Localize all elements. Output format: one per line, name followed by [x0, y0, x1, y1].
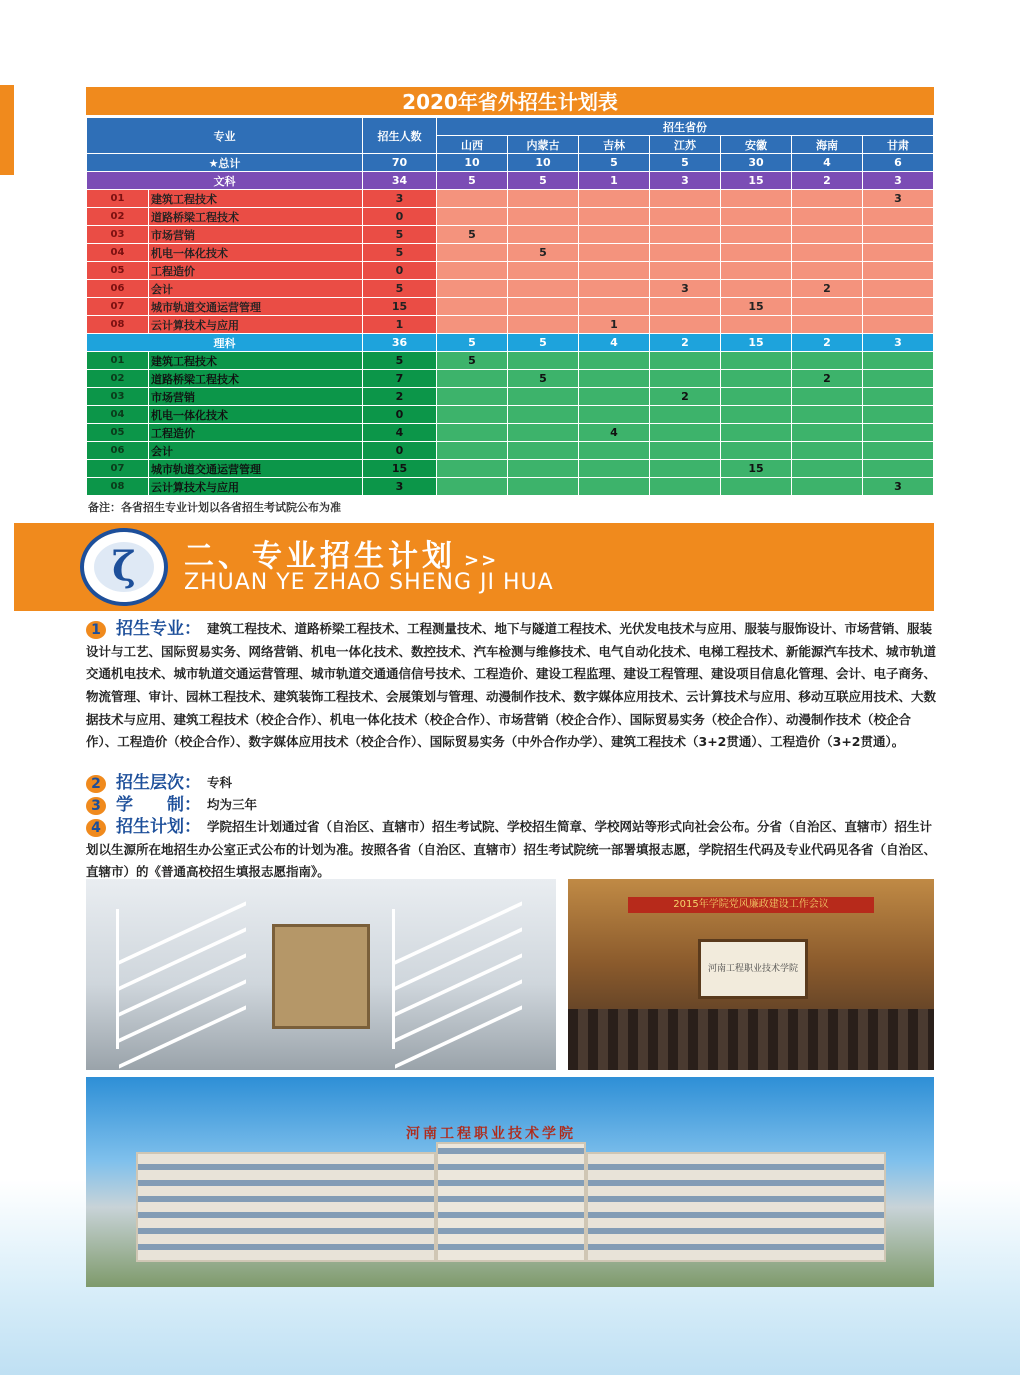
province-header: 甘肃: [863, 136, 934, 154]
province-value: [650, 226, 721, 244]
province-value: [437, 370, 508, 388]
major-name: 云计算技术与应用: [149, 316, 363, 334]
province-value: [721, 244, 792, 262]
province-value: [579, 280, 650, 298]
province-value: [650, 208, 721, 226]
province-value: [792, 298, 863, 316]
province-value: [508, 388, 579, 406]
enroll-count: 70: [363, 154, 437, 172]
province-value: 5: [508, 370, 579, 388]
li-major-row: [87, 442, 934, 460]
meeting-screen: 河南工程职业技术学院: [698, 939, 808, 999]
province-value: [508, 316, 579, 334]
table-title: 2020年省外招生计划表: [86, 87, 934, 117]
major-name: 城市轨道交通运营管理: [149, 460, 363, 478]
building-left-wing: [136, 1152, 436, 1262]
province-value: 6: [863, 154, 934, 172]
enroll-count: 5: [363, 226, 437, 244]
total-row: [87, 154, 934, 172]
major-code: 08: [87, 478, 149, 496]
province-value: [579, 244, 650, 262]
province-value: 3: [863, 478, 934, 496]
province-value: 5: [650, 154, 721, 172]
wen-major-row: [87, 208, 934, 226]
province-value: 15: [721, 334, 792, 352]
province-value: [437, 208, 508, 226]
li-major-row: [87, 424, 934, 442]
item-majors: [86, 618, 938, 754]
enroll-count: 5: [363, 244, 437, 262]
province-value: 4: [579, 424, 650, 442]
province-value: [863, 388, 934, 406]
major-code: 08: [87, 316, 149, 334]
staircase-right: [392, 909, 522, 1049]
major-name: 工程造价: [149, 262, 363, 280]
major-code: 06: [87, 442, 149, 460]
province-value: 4: [579, 334, 650, 352]
province-value: [579, 442, 650, 460]
province-value: [863, 298, 934, 316]
province-value: [792, 406, 863, 424]
province-value: 4: [792, 154, 863, 172]
province-value: 5: [508, 172, 579, 190]
wen-major-row: [87, 262, 934, 280]
wen-major-row: [87, 298, 934, 316]
province-value: [792, 316, 863, 334]
li-major-row: [87, 388, 934, 406]
province-value: [579, 262, 650, 280]
major-code: 03: [87, 226, 149, 244]
li-major-row: [87, 406, 934, 424]
province-value: 2: [792, 172, 863, 190]
province-value: [721, 316, 792, 334]
li-major-row: [87, 352, 934, 370]
province-value: [437, 190, 508, 208]
province-value: [650, 442, 721, 460]
meeting-banner: 2015年学院党风廉政建设工作会议: [628, 897, 874, 913]
major-code: 07: [87, 298, 149, 316]
province-value: [721, 424, 792, 442]
item-number-badge: 2: [86, 775, 106, 793]
province-value: 3: [863, 190, 934, 208]
province-value: [792, 478, 863, 496]
province-value: 2: [650, 388, 721, 406]
province-value: [508, 352, 579, 370]
province-value: 3: [863, 172, 934, 190]
item-label: 招生计划：: [116, 817, 201, 838]
province-value: [863, 460, 934, 478]
province-value: 15: [721, 172, 792, 190]
enroll-count: 15: [363, 298, 437, 316]
section-title: [184, 531, 498, 575]
province-value: 5: [437, 172, 508, 190]
major-name: 道路桥梁工程技术: [149, 208, 363, 226]
item-text: 学院招生计划通过省（自治区、直辖市）招生考试院、学校招生简章、学校网站等形式向社会公布。分省（自治区、直辖市）招生计划以生源所在地招生办公室正式公布的计划为准。按照各省（自治区、直辖市）招生考试院统一部署填报志愿，学院招生代码及专业代码见各省（自治区、直辖市）的《普通高校招生填报志愿指南》。: [86, 819, 937, 880]
enroll-count: 3: [363, 478, 437, 496]
province-value: [579, 460, 650, 478]
side-accent-bar: [0, 85, 14, 175]
province-header: 山西: [437, 136, 508, 154]
major-name: 市场营销: [149, 388, 363, 406]
wen-major-row: [87, 280, 934, 298]
item-label: 招生层次：: [116, 773, 201, 794]
province-value: [650, 460, 721, 478]
province-value: 5: [508, 334, 579, 352]
enroll-count: 2: [363, 388, 437, 406]
logo-emblem-icon: ζ: [94, 542, 154, 592]
province-value: [792, 262, 863, 280]
major-name: 工程造价: [149, 424, 363, 442]
province-value: [721, 190, 792, 208]
major-name: 道路桥梁工程技术: [149, 370, 363, 388]
enroll-count: 34: [363, 172, 437, 190]
college-logo: [80, 528, 168, 606]
province-value: [863, 352, 934, 370]
province-value: [579, 388, 650, 406]
section-arrow: >>: [464, 550, 499, 571]
wen-summary-row: [87, 172, 934, 190]
province-value: 3: [650, 280, 721, 298]
province-value: [650, 424, 721, 442]
province-value: [863, 262, 934, 280]
enroll-count: 1: [363, 316, 437, 334]
audience: [568, 1009, 934, 1070]
table-body: [87, 154, 934, 496]
major-name: 机电一体化技术: [149, 406, 363, 424]
province-value: [863, 208, 934, 226]
province-value: [792, 190, 863, 208]
enroll-count: 7: [363, 370, 437, 388]
enroll-count: 0: [363, 442, 437, 460]
item-number-badge: 4: [86, 819, 106, 837]
province-value: [721, 280, 792, 298]
province-value: [792, 388, 863, 406]
province-value: [437, 262, 508, 280]
province-value: [792, 460, 863, 478]
province-value: [650, 406, 721, 424]
province-value: [650, 352, 721, 370]
province-value: 2: [792, 280, 863, 298]
header-major: 专业: [87, 118, 363, 154]
wen-major-row: [87, 226, 934, 244]
province-value: [863, 244, 934, 262]
province-value: [863, 316, 934, 334]
row-label: 文科: [87, 172, 363, 190]
major-code: 06: [87, 280, 149, 298]
province-header: 内蒙古: [508, 136, 579, 154]
province-value: [437, 244, 508, 262]
major-name: 会计: [149, 280, 363, 298]
province-value: [863, 424, 934, 442]
province-value: [508, 190, 579, 208]
li-summary-row: [87, 334, 934, 352]
wall-relief: [272, 924, 370, 1029]
province-value: [579, 370, 650, 388]
major-code: 05: [87, 424, 149, 442]
province-value: 30: [721, 154, 792, 172]
atrium-photo: [86, 879, 556, 1070]
province-header: 江苏: [650, 136, 721, 154]
campus-photo: [86, 1077, 934, 1287]
province-value: [792, 244, 863, 262]
major-code: 01: [87, 190, 149, 208]
province-value: [508, 280, 579, 298]
province-value: [721, 406, 792, 424]
item-number-badge: 1: [86, 621, 106, 639]
major-code: 03: [87, 388, 149, 406]
item-plan: [86, 816, 938, 884]
province-value: [721, 370, 792, 388]
province-value: [579, 190, 650, 208]
province-value: [508, 406, 579, 424]
province-value: [863, 370, 934, 388]
province-header: 海南: [792, 136, 863, 154]
province-value: 5: [437, 334, 508, 352]
province-value: [579, 406, 650, 424]
province-value: [437, 460, 508, 478]
li-major-row: [87, 460, 934, 478]
province-value: 10: [508, 154, 579, 172]
province-value: [437, 316, 508, 334]
row-label: ★总计: [87, 154, 363, 172]
section-pinyin: ZHUAN YE ZHAO SHENG JI HUA: [184, 570, 554, 595]
campus-building-name: 河南工程职业技术学院: [406, 1126, 576, 1142]
enroll-count: 3: [363, 190, 437, 208]
building-center: [436, 1142, 586, 1262]
province-value: [579, 352, 650, 370]
major-name: 建筑工程技术: [149, 190, 363, 208]
item-duration: [86, 794, 938, 817]
province-value: [437, 442, 508, 460]
province-value: [650, 298, 721, 316]
province-value: [508, 298, 579, 316]
province-value: [437, 298, 508, 316]
province-value: [650, 244, 721, 262]
province-header: 安徽: [721, 136, 792, 154]
province-value: [863, 280, 934, 298]
meeting-photo: [568, 879, 934, 1070]
major-code: 07: [87, 460, 149, 478]
wen-major-row: [87, 316, 934, 334]
item-text: 均为三年: [207, 797, 258, 812]
province-value: [721, 226, 792, 244]
major-code: 02: [87, 370, 149, 388]
wen-major-row: [87, 190, 934, 208]
province-value: [721, 478, 792, 496]
province-value: [721, 352, 792, 370]
li-major-row: [87, 478, 934, 496]
province-value: [650, 478, 721, 496]
province-value: [792, 352, 863, 370]
enroll-count: 15: [363, 460, 437, 478]
province-value: 2: [792, 334, 863, 352]
table-note: 备注：各省招生专业计划以各省招生考试院公布为准: [88, 501, 341, 514]
province-value: [863, 406, 934, 424]
province-value: [792, 424, 863, 442]
major-code: 01: [87, 352, 149, 370]
province-value: 15: [721, 460, 792, 478]
enroll-count: 36: [363, 334, 437, 352]
province-value: [508, 442, 579, 460]
province-value: [579, 298, 650, 316]
province-value: [650, 316, 721, 334]
province-value: 5: [437, 352, 508, 370]
item-label: 招生专业：: [116, 619, 201, 640]
major-name: 建筑工程技术: [149, 352, 363, 370]
major-code: 02: [87, 208, 149, 226]
enrollment-table-block: [86, 87, 934, 496]
staircase-left: [116, 909, 246, 1049]
province-value: 3: [650, 172, 721, 190]
section-title-text: 二、专业招生计划: [184, 539, 456, 574]
province-value: [792, 442, 863, 460]
province-value: [650, 190, 721, 208]
major-name: 市场营销: [149, 226, 363, 244]
province-value: [721, 262, 792, 280]
province-value: [508, 460, 579, 478]
province-value: [650, 262, 721, 280]
province-value: [579, 478, 650, 496]
province-value: [508, 208, 579, 226]
major-name: 云计算技术与应用: [149, 478, 363, 496]
province-value: 1: [579, 172, 650, 190]
province-value: [508, 226, 579, 244]
major-name: 机电一体化技术: [149, 244, 363, 262]
province-value: 1: [579, 316, 650, 334]
enroll-count: 0: [363, 208, 437, 226]
province-value: [437, 280, 508, 298]
enroll-count: 5: [363, 352, 437, 370]
li-major-row: [87, 370, 934, 388]
enroll-count: 4: [363, 424, 437, 442]
province-value: [863, 442, 934, 460]
header-provinces-group: 招生省份: [437, 118, 934, 136]
province-value: [579, 208, 650, 226]
province-value: [437, 388, 508, 406]
province-value: [792, 208, 863, 226]
item-label: 学 制：: [116, 795, 201, 816]
province-value: [792, 226, 863, 244]
enroll-count: 0: [363, 262, 437, 280]
major-name: 城市轨道交通运营管理: [149, 298, 363, 316]
province-value: [437, 406, 508, 424]
province-value: [863, 226, 934, 244]
province-value: 5: [437, 226, 508, 244]
province-value: [650, 370, 721, 388]
province-value: 10: [437, 154, 508, 172]
province-value: [508, 424, 579, 442]
item-number-badge: 3: [86, 797, 106, 815]
major-code: 04: [87, 244, 149, 262]
enroll-count: 0: [363, 406, 437, 424]
province-value: 5: [579, 154, 650, 172]
enrollment-table: [86, 117, 934, 496]
major-code: 04: [87, 406, 149, 424]
province-value: 2: [650, 334, 721, 352]
province-header: 吉林: [579, 136, 650, 154]
province-value: [721, 208, 792, 226]
province-value: [721, 388, 792, 406]
row-label: 理科: [87, 334, 363, 352]
province-value: 2: [792, 370, 863, 388]
header-count: 招生人数: [363, 118, 437, 154]
province-value: [437, 478, 508, 496]
wen-major-row: [87, 244, 934, 262]
item-text: 建筑工程技术、道路桥梁工程技术、工程测量技术、地下与隧道工程技术、光伏发电技术与应用、服装与服饰设计、市场营销、服装设计与工艺、国际贸易实务、网络营销、机电一体化技术、数控技术、汽车检测与维修技术、电气自动化技术、电梯工程技术、新能源汽车技术、城市轨道交通机电技术、城市轨道交通运营管理、城市轨道交通通信信号技术、工程造价、建设工程监理、建设工程管理、建设项目信息化管理、会计、电子商务、物流管理、审计、园林工程技术、建筑装饰工程技术、会展策划与管理、动漫制作技术、数字媒体应用技术、云计算技术与应用、移动互联应用技术、大数据技术与应用、建筑工程技术（校企合作）、机电一体化技术（校企合作）、市场营销（校企合作）、国际贸易实务（校企合作）、动漫制作技术（校企合作）、工程造价（校企合作）、数字媒体应用技术（校企合作）、国际贸易实务（中外合作办学）、建筑工程技术（3+2贯通）、工程造价（3+2贯通）。: [86, 621, 937, 750]
province-value: [721, 442, 792, 460]
province-value: 15: [721, 298, 792, 316]
major-code: 05: [87, 262, 149, 280]
item-text: 专科: [207, 775, 233, 790]
enroll-count: 5: [363, 280, 437, 298]
province-value: [579, 226, 650, 244]
province-value: 3: [863, 334, 934, 352]
item-level: [86, 772, 938, 795]
province-value: [508, 262, 579, 280]
province-value: 5: [508, 244, 579, 262]
major-name: 会计: [149, 442, 363, 460]
province-value: [437, 424, 508, 442]
building-right-wing: [586, 1152, 886, 1262]
province-value: [508, 478, 579, 496]
